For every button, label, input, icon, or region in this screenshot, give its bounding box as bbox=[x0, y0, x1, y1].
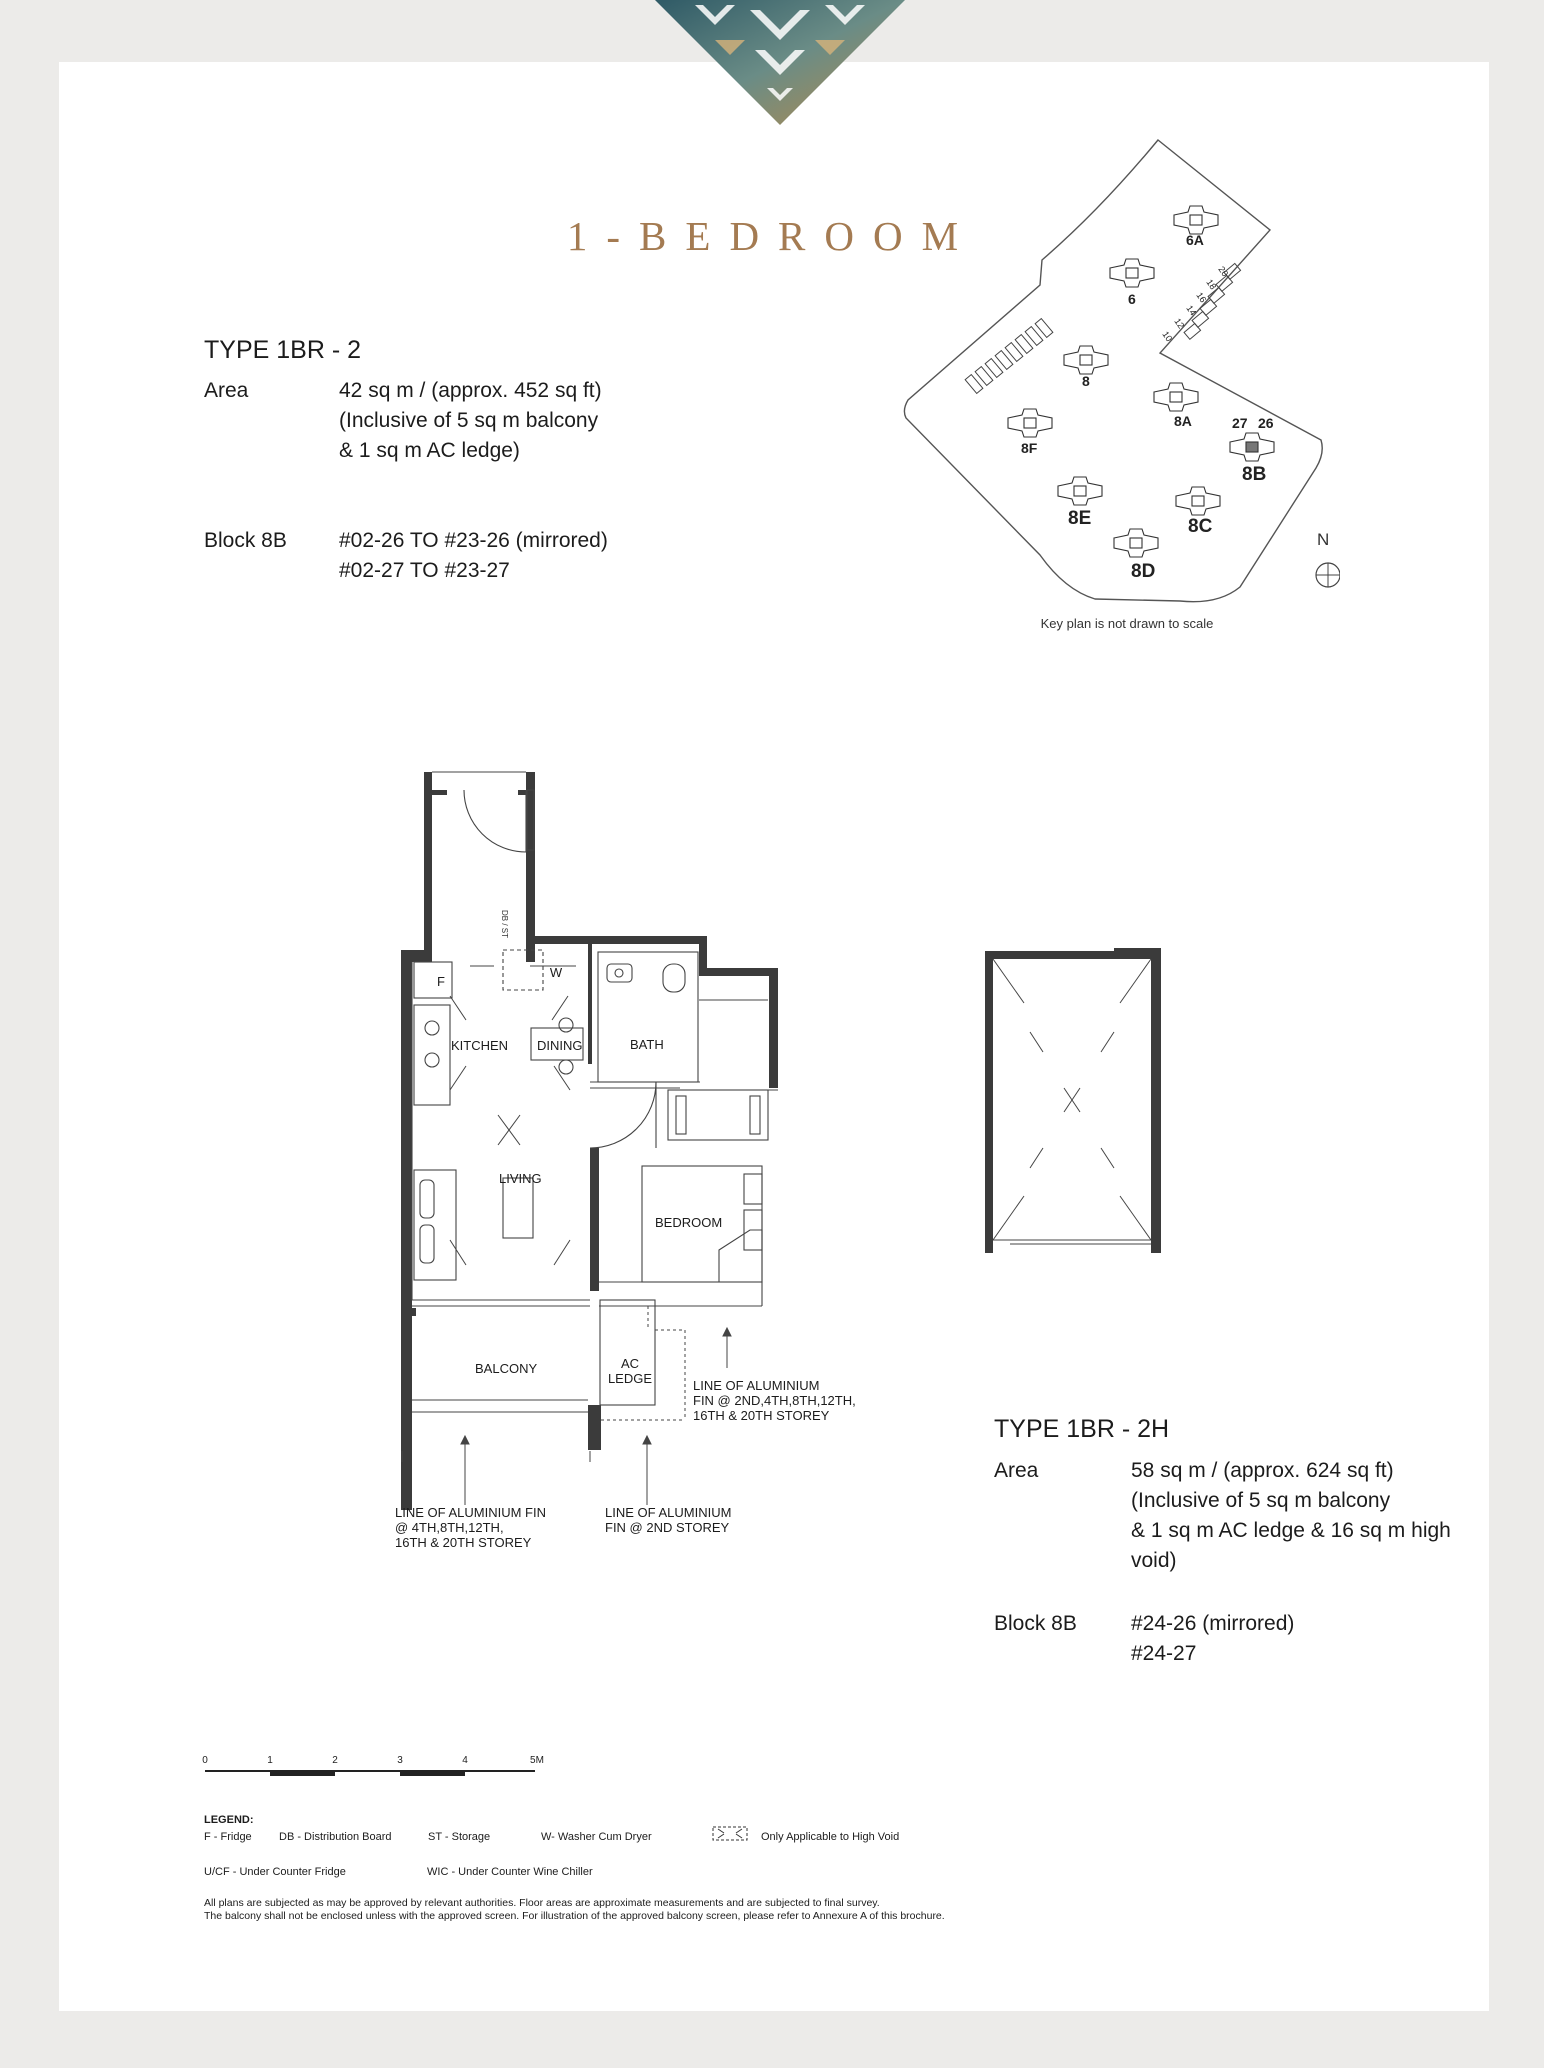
house-number: 16 bbox=[1194, 290, 1209, 305]
house-number: 20 bbox=[1216, 264, 1231, 279]
room-ac-ledge: LEDGE bbox=[607, 1371, 653, 1386]
block-value: #02-26 TO #23-26 (mirrored) #02-27 TO #23-27 bbox=[339, 529, 608, 582]
scale-tick-label: 4 bbox=[462, 1755, 468, 1766]
room-dining: DINING bbox=[537, 1038, 583, 1053]
fridge-tag: F bbox=[437, 974, 445, 989]
room-bath: BATH bbox=[630, 1037, 664, 1052]
fin-note-left: LINE OF ALUMINIUM FIN bbox=[395, 1505, 546, 1520]
fin-note-mid: LINE OF ALUMINIUM bbox=[605, 1505, 732, 1520]
block-label-8c: 8C bbox=[1188, 516, 1213, 537]
decorative-ornament bbox=[655, 0, 905, 128]
house-number: 12 bbox=[1172, 316, 1187, 331]
fin-note-right: LINE OF ALUMINIUM bbox=[693, 1378, 820, 1393]
room-living: LIVING bbox=[499, 1171, 542, 1186]
disclaimer-line: The balcony shall not be enclosed unless with the approved screen. For illustration of the approved balcony screen, please refer to Annexure A of this brochure. bbox=[204, 1910, 945, 1922]
fin-note-right: FIN @ 2ND,4TH,8TH,12TH, bbox=[693, 1393, 856, 1408]
legend-item: F - Fridge bbox=[204, 1831, 252, 1843]
fin-note-mid: FIN @ 2ND STOREY bbox=[605, 1520, 730, 1535]
block-label-8f: 8F bbox=[1021, 440, 1038, 456]
unit-label-27: 27 bbox=[1232, 415, 1248, 431]
disclaimer-line: All plans are subjected as may be approved by relevant authorities. Floor areas are approximate measurements and are subjected to final survey. bbox=[204, 1897, 880, 1909]
unit-type-title-2h: TYPE 1BR - 2H bbox=[994, 1415, 1170, 1443]
legend-item: ST - Storage bbox=[428, 1831, 491, 1843]
scale-tick-label: 2 bbox=[332, 1755, 338, 1766]
fin-note-right: 16TH & 20TH STOREY bbox=[693, 1408, 830, 1423]
db-st-tag: DB / ST bbox=[500, 910, 509, 939]
block-label: Block 8B bbox=[204, 529, 287, 552]
scale-bar bbox=[200, 1748, 560, 1788]
area-label-2h: Area bbox=[994, 1459, 1039, 1482]
fin-note-left: 16TH & 20TH STOREY bbox=[395, 1535, 532, 1550]
area-label: Area bbox=[204, 379, 249, 402]
block-label-8: 8 bbox=[1082, 373, 1090, 389]
unit-label-26: 26 bbox=[1258, 415, 1274, 431]
legend-item: DB - Distribution Board bbox=[279, 1831, 392, 1843]
block-label-6a: 6A bbox=[1186, 232, 1204, 248]
legend-item: W- Washer Cum Dryer bbox=[541, 1831, 652, 1843]
room-ac-ledge: AC bbox=[620, 1356, 640, 1371]
north-compass-icon bbox=[1316, 563, 1340, 587]
north-label: N bbox=[1317, 530, 1330, 549]
page-title: 1-BEDROOM bbox=[566, 213, 978, 259]
room-bedroom: BEDROOM bbox=[655, 1215, 723, 1230]
floor-plan-1br-2 bbox=[380, 760, 880, 1560]
block-label-8a: 8A bbox=[1174, 413, 1192, 429]
fin-note-left: @ 4TH,8TH,12TH, bbox=[395, 1520, 504, 1535]
washer-tag: W bbox=[549, 965, 563, 980]
high-void-plan bbox=[980, 940, 1200, 1320]
block-label-8e: 8E bbox=[1068, 508, 1092, 529]
block-value-2h: #24-26 (mirrored) #24-27 bbox=[1131, 1612, 1295, 1665]
house-number: 10 bbox=[1160, 329, 1175, 344]
block-label-6: 6 bbox=[1128, 291, 1136, 307]
scale-tick-label: 5M bbox=[530, 1755, 544, 1766]
block-label-2h: Block 8B bbox=[994, 1612, 1077, 1635]
room-kitchen: KITCHEN bbox=[451, 1038, 509, 1053]
area-value: 42 sq m / (approx. 452 sq ft) (Inclusive of 5 sq m balcony & 1 sq m AC ledge) bbox=[339, 379, 602, 462]
house-number: 14 bbox=[1184, 303, 1199, 318]
block-label-8b: 8B bbox=[1242, 464, 1267, 485]
scale-tick-label: 3 bbox=[397, 1755, 403, 1766]
legend-title: LEGEND: bbox=[204, 1814, 254, 1826]
legend-item: WIC - Under Counter Wine Chiller bbox=[427, 1866, 593, 1878]
keyplan-note: Key plan is not drawn to scale bbox=[1040, 616, 1214, 631]
house-number: 18 bbox=[1204, 277, 1219, 292]
room-balcony: BALCONY bbox=[475, 1361, 538, 1376]
block-label-8d: 8D bbox=[1131, 561, 1156, 582]
unit-type-title: TYPE 1BR - 2 bbox=[204, 336, 361, 364]
high-void-symbol-icon bbox=[712, 1825, 750, 1843]
legend-item-high-void: Only Applicable to High Void bbox=[761, 1831, 900, 1843]
legend-item: U/CF - Under Counter Fridge bbox=[204, 1866, 346, 1878]
key-plan bbox=[900, 135, 1340, 635]
area-value-2h: 58 sq m / (approx. 624 sq ft) (Inclusive of 5 sq m balcony & 1 sq m AC ledge & 16 sq m high void) bbox=[1131, 1459, 1451, 1572]
scale-tick-label: 1 bbox=[267, 1755, 273, 1766]
scale-tick-label: 0 bbox=[202, 1755, 208, 1766]
